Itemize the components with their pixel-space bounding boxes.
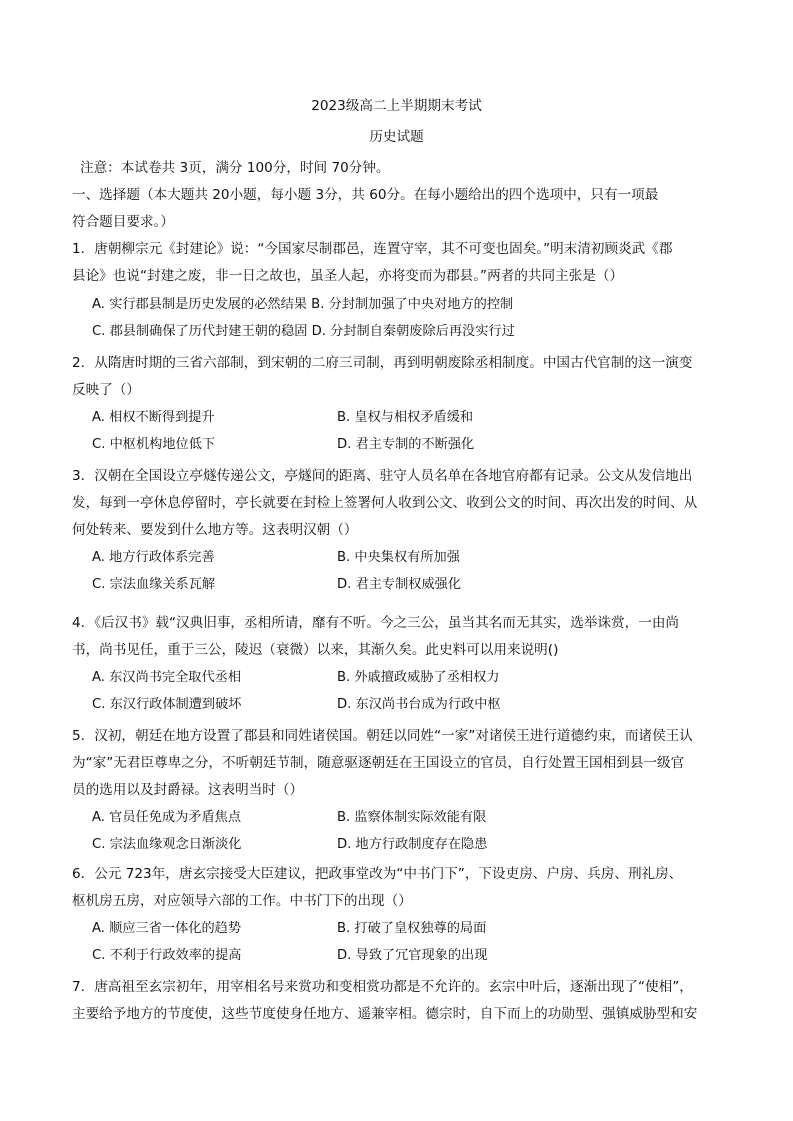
question-4-option-b: B. 外戚擅政威胁了丞相权力 bbox=[337, 670, 500, 685]
question-6-option-b: B. 打破了皇权独尊的局面 bbox=[337, 921, 487, 936]
question-6-line-1: 6．公元 723年，唐玄宗接受大臣建议，把政事堂改为“中书门下”，下设吏房、户房、兵房、刑礼房、 bbox=[72, 866, 683, 882]
question-5-option-c: C. 宗法血缘观念日渐淡化 bbox=[92, 837, 242, 852]
question-3-option-c: C. 宗法血缘关系瓦解 bbox=[92, 577, 216, 592]
question-5-line-3: 员的选用以及封爵禄。这表明当时（） bbox=[72, 782, 304, 798]
question-1-line-1: 1．唐朝柳宗元《封建论》说：“今国家尽制郡邑，连置守宰，其不可变也固矣。”明末清初顾炎武《郡 bbox=[72, 241, 673, 257]
question-3-option-d: D. 君主专制权威强化 bbox=[337, 577, 462, 592]
question-1-line-2: 县论》也说“封建之废，非一日之故也，虽圣人起，亦将变而为郡县。”两者的共同主张是（） bbox=[72, 268, 624, 284]
question-3-line-3: 何处转来、要发到什么地方等。这表明汉朝（） bbox=[72, 522, 358, 538]
question-4-option-c: C. 东汉行政体制遭到破坏 bbox=[92, 697, 242, 712]
question-3-option-a: A. 地方行政体系完善 bbox=[92, 550, 215, 565]
question-3-option-b: B. 中央集权有所加强 bbox=[337, 550, 460, 565]
question-4-option-d: D. 东汉尚书台成为行政中枢 bbox=[337, 697, 501, 712]
question-1-options-ab: A. 实行郡县制是历史发展的必然结果 B. 分封制加强了中央对地方的控制 bbox=[92, 297, 514, 312]
question-4-line-1: 4．《后汉书》载“汉典旧事，丞相所请，靡有不听。今之三公，虽当其名而无其实，选举诛赏，一由尚 bbox=[72, 615, 680, 631]
question-5-line-1: 5．汉初，朝廷在地方设置了郡县和同姓诸侯国。朝廷以同姓“一家”对诸侯王进行道德约束，而诸侯王认 bbox=[72, 728, 693, 744]
question-1-options-cd: C. 郡县制确保了历代封建王朝的稳固 D. 分封制自秦朝废除后再没实行过 bbox=[92, 324, 515, 339]
question-2-line-1: 2．从隋唐时期的三省六部制，到宋朝的二府三司制，再到明朝废除丞相制度。中国古代官制的这一演变 bbox=[72, 355, 693, 371]
question-6-line-2: 枢机房五房，对应领导六部的工作。中书门下的出现（） bbox=[72, 893, 412, 909]
exam-title: 2023级高二上半期期末考试 bbox=[311, 98, 482, 114]
question-7-line-1: 7．唐高祖至玄宗初年，用宰相名号来赏功和变相赏功都是不允许的。玄宗中叶后，逐渐出现了“使相”， bbox=[72, 979, 693, 995]
question-5-option-b: B. 监察体制实际效能有限 bbox=[337, 810, 487, 825]
question-3-line-2: 发，每到一亭休息停留时，亭长就要在封检上签署何人收到公文、收到公文的时间、再次出发的时间、从 bbox=[72, 495, 698, 511]
question-2-option-b: B. 皇权与相权矛盾缓和 bbox=[337, 410, 474, 425]
notice: 注意：本试卷共 3页，满分 100分，时间 70分钟。 bbox=[80, 160, 390, 176]
question-4-option-a: A. 东汉尚书完全取代丞相 bbox=[92, 670, 242, 685]
question-6-option-d: D. 导致了冗官现象的出现 bbox=[337, 948, 488, 963]
question-6-option-c: C. 不利于行政效率的提高 bbox=[92, 948, 242, 963]
question-2-option-d: D. 君主专制的不断强化 bbox=[337, 437, 475, 452]
question-7-line-2: 主要给予地方的节度使，这些节度使身任地方、遥兼宰相。德宗时，自下而上的功勋型、强镇威胁型和安 bbox=[72, 1006, 698, 1022]
question-4-line-2: 书，尚书见任，重于三公，陵迟（衰微）以来，其渐久矣。此史料可以用来说明() bbox=[72, 642, 559, 658]
subject-title: 历史试题 bbox=[369, 129, 424, 145]
question-5-option-d: D. 地方行政制度存在隐患 bbox=[337, 837, 488, 852]
question-3-line-1: 3．汉朝在全国设立亭燧传递公文，亭燧间的距离、驻守人员名单在各地官府都有记录。公文从发信地出 bbox=[72, 468, 693, 484]
question-2-line-2: 反映了（） bbox=[72, 382, 140, 398]
question-6-option-a: A. 顺应三省一体化的趋势 bbox=[92, 921, 242, 936]
question-2-option-c: C. 中枢机构地位低下 bbox=[92, 437, 216, 452]
question-5-line-2: 为“家”无君臣尊卑之分，不听朝廷节制，随意驱逐朝廷在王国设立的官员，自行处置王国相到县一级官 bbox=[72, 755, 685, 771]
question-2-option-a: A. 相权不断得到提升 bbox=[92, 410, 215, 425]
section-heading: 一、选择题（本大题共 20小题，每小题 3分，共 60分。在每小题给出的四个选项中，只有一项最 bbox=[72, 187, 659, 203]
section-heading-cont: 符合题目要求。） bbox=[72, 214, 174, 230]
question-5-option-a: A. 官员任免成为矛盾焦点 bbox=[92, 810, 242, 825]
